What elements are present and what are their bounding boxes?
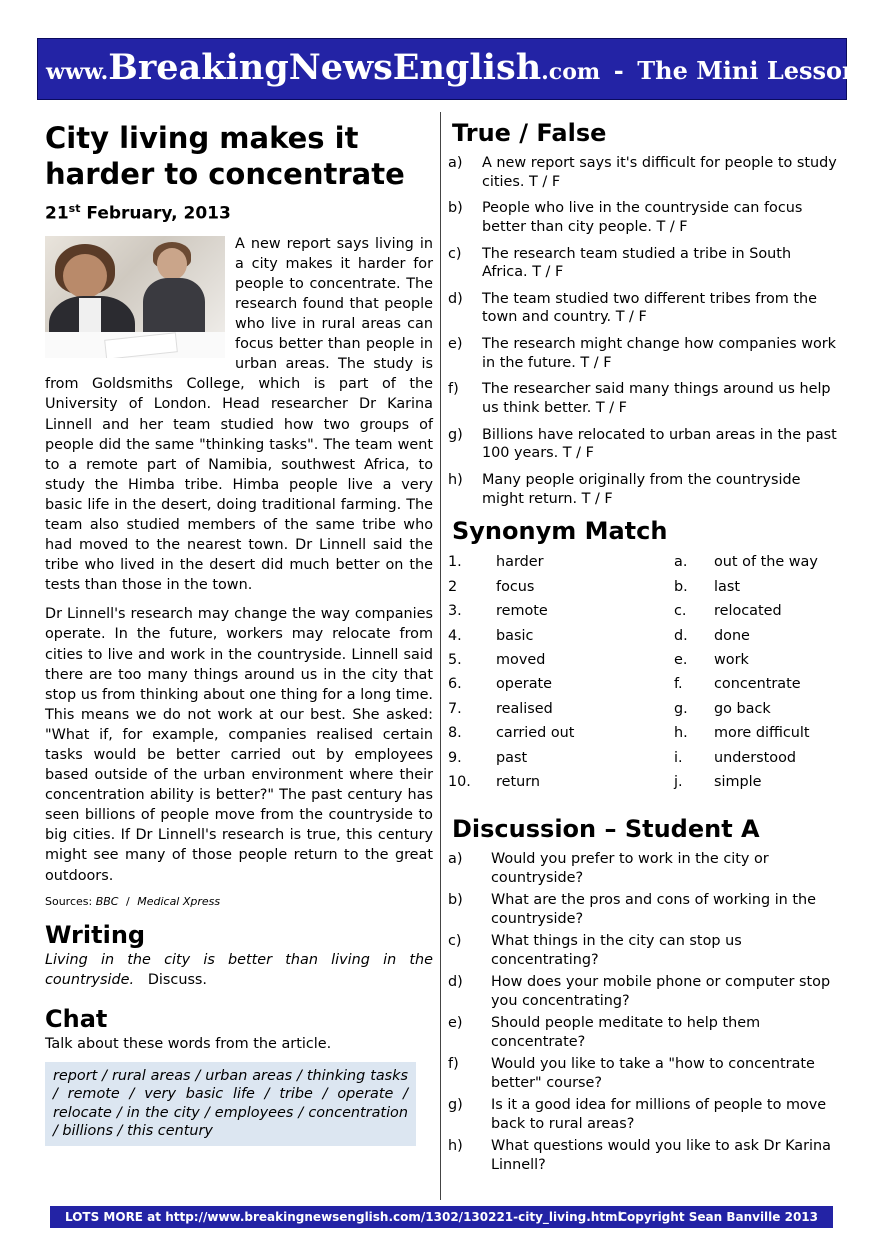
article-body [45,234,433,886]
writing-prompt-text: Living in the city is better than living in the countryside. [45,951,433,988]
source-bbc: BBC [95,894,119,908]
match-letter: d. [674,627,688,644]
match-letter: f. [674,676,683,693]
synonym-word: harder [496,554,544,571]
synonym-word: moved [496,651,546,668]
item-letter: f) [448,381,459,398]
banner-suffix: .com [541,59,601,85]
banner-brand: BreakingNewsEnglish [108,47,542,88]
synonym-row [448,601,838,625]
true-false-item [448,335,838,372]
synonym-number: 4. [448,627,462,644]
synonym-number: 1. [448,554,462,571]
footer-copyright: Copyright Sean Banville 2013 [618,1210,818,1224]
article-date [45,202,433,224]
item-statement: A new report says it's difficult for people to study cities. T / F [482,155,837,190]
synonym-row [448,772,838,796]
synonym-row [448,723,838,747]
item-letter: a) [448,155,463,171]
synonym-row [448,626,838,650]
synonym-word: remote [496,603,548,620]
true-false-item [448,471,838,508]
sources-line [45,895,433,908]
synonym-number: 3. [448,603,462,620]
question-letter: e) [448,1015,463,1032]
synonym-number: 8. [448,725,462,742]
question-text: How does your mobile phone or computer stop you concentrating? [491,974,831,1009]
match-word: done [714,627,750,644]
source-medical-xpress: Medical Xpress [137,894,221,908]
banner-separator: - [613,56,624,85]
question-text: Would you like to take a "how to concentrate better" course? [491,1056,815,1091]
question-letter: b) [448,892,463,909]
question-text: What are the pros and cons of working in the countryside? [491,892,816,927]
synonym-number: 9. [448,749,462,766]
synonym-number: 5. [448,651,462,668]
article-paragraph-2: Dr Linnell's research may change the way companies operate. In the future, workers may relocate from cities to live and work in the countryside. Linnell said there are too many things around us in the city that stop us from thinking about one thing for a long time. This means we do not work at our best. She asked: "What if, for example, companies realised certain tasks would be better carried out by employees based outside of the urban environment where their concentration ability is better?" The past century has seen billions of people move from the countryside to big cities. If Dr Linnell's research is true, this century might see many of those people return to the great outdoors. [45,606,433,884]
item-letter: c) [448,245,462,262]
item-statement: The research might change how companies work in the future. T / F [482,336,837,371]
question-letter: h) [448,1138,463,1155]
discussion-question [448,932,838,969]
right-column [448,118,838,1178]
item-statement: Billions have relocated to urban areas in the past 100 years. T / F [482,426,837,462]
synonym-number: 10. [448,773,471,790]
column-divider [440,112,441,1200]
item-letter: e) [448,336,463,353]
site-banner [37,38,860,100]
question-text: Should people meditate to help them concentrate? [491,1015,761,1050]
paragraph-1-text: A new report says living in a city makes it harder for people to concentrate. The research found that people who live in rural areas can focus better than people in urban areas. The study is from Goldsmiths College, which is part of the University of London. Head researcher Dr Karina Linnell and her team studied how two groups of people did the same "thinking tasks". The team went to a remote part of Namibia, southwest Africa, to study the Himba tribe. Himba people live a very basic life in the desert, doing traditional farming. The team also studied members of the same tribe who had moved to the nearest town. Dr Linnell said the tribe who lived in the desert did much better on the tests than those in the town. [45,235,433,594]
true-false-item [448,154,838,191]
chat-word-box: report / rural areas / urban areas / thinking tasks / remote / very basic life / tribe / operate / relocate / in the city / employees / concentration / billions / this century [45,1062,416,1146]
discussion-heading: Discussion – Student A [452,815,760,844]
synonym-heading: Synonym Match [452,517,668,546]
writing-action: Discuss. [147,971,208,988]
item-letter: g) [448,426,463,443]
item-statement: People who live in the countryside can focus better than city people. T / F [482,200,803,235]
chat-heading: Chat [45,1004,108,1033]
match-letter: c. [674,603,687,620]
match-letter: h. [674,725,688,742]
discussion-question [448,1055,838,1092]
match-word: concentrate [714,676,801,693]
chat-intro: Talk about these words from the article. [45,1035,332,1052]
question-letter: f) [448,1056,459,1073]
synonym-word: return [496,773,541,790]
true-false-item [448,290,838,327]
match-word: more difficult [714,725,810,742]
true-false-item [448,426,838,463]
discussion-list [448,850,838,1174]
question-text: Would you prefer to work in the city or countryside? [491,851,769,886]
question-letter: d) [448,974,463,991]
footer-bar [50,1206,833,1228]
date-suffix: st [68,202,81,215]
banner-text [46,47,859,88]
discussion-question [448,1137,838,1174]
true-false-list [448,154,838,508]
synonym-row [448,650,838,674]
synonym-table [448,552,838,796]
match-letter: b. [674,578,688,595]
match-word: go back [714,700,771,717]
discussion-question [448,973,838,1010]
article-headline: City living makes it harder to concentrate [45,121,405,191]
true-false-heading: True / False [452,119,607,147]
match-letter: g. [674,700,688,717]
date-rest: February, 2013 [86,203,231,224]
synonym-row [448,674,838,698]
match-word: relocated [714,603,782,620]
article-photo [45,236,225,358]
synonym-number: 6. [448,676,462,693]
writing-prompt [45,950,433,990]
footer-link[interactable]: LOTS MORE at http://www.breakingnewsenglish.com/1302/130221-city_living.html [65,1210,622,1224]
question-letter: c) [448,933,462,950]
synonym-word: carried out [496,725,575,742]
synonym-word: realised [496,700,553,717]
question-text: Is it a good idea for millions of people to move back to rural areas? [491,1097,827,1132]
item-statement: Many people originally from the countryside might return. T / F [482,472,801,507]
question-text: What things in the city can stop us concentrating? [491,933,742,968]
synonym-row [448,748,838,772]
banner-lesson: The Mini Lesson [637,56,860,85]
synonym-row [448,699,838,723]
match-letter: a. [674,554,688,571]
discussion-question [448,891,838,928]
discussion-question [448,850,838,887]
synonym-number: 7. [448,700,462,717]
synonym-word: basic [496,627,534,644]
item-letter: d) [448,290,463,307]
match-letter: j. [674,773,683,790]
item-letter: h) [448,472,463,489]
banner-prefix: www. [46,59,109,85]
match-word: work [714,651,749,668]
question-text: What questions would you like to ask Dr Karina Linnell? [491,1138,831,1173]
match-word: simple [714,773,762,790]
match-word: last [714,578,740,595]
item-statement: The team studied two different tribes from the town and country. T / F [482,290,817,326]
synonym-word: focus [496,578,535,595]
item-statement: The researcher said many things around us help us think better. T / F [482,381,831,416]
synonym-word: past [496,749,528,766]
synonym-row [448,552,838,576]
match-word: out of the way [714,554,818,571]
source-separator: / [126,894,130,908]
discussion-question [448,1096,838,1133]
match-letter: e. [674,651,688,668]
match-word: understood [714,749,797,766]
true-false-item [448,199,838,236]
true-false-item [448,380,838,417]
article-paragraph-1 [45,234,433,596]
date-day: 21 [45,203,69,224]
synonym-word: operate [496,676,553,693]
question-letter: a) [448,851,463,868]
sources-label: Sources: [45,894,93,908]
left-column [45,120,433,1146]
true-false-item [448,245,838,282]
writing-heading: Writing [45,920,146,949]
question-letter: g) [448,1097,463,1114]
item-letter: b) [448,200,463,217]
item-statement: The research team studied a tribe in South Africa. T / F [482,245,792,281]
match-letter: i. [674,749,683,766]
discussion-question [448,1014,838,1051]
synonym-number: 2 [448,578,458,595]
synonym-row [448,577,838,601]
